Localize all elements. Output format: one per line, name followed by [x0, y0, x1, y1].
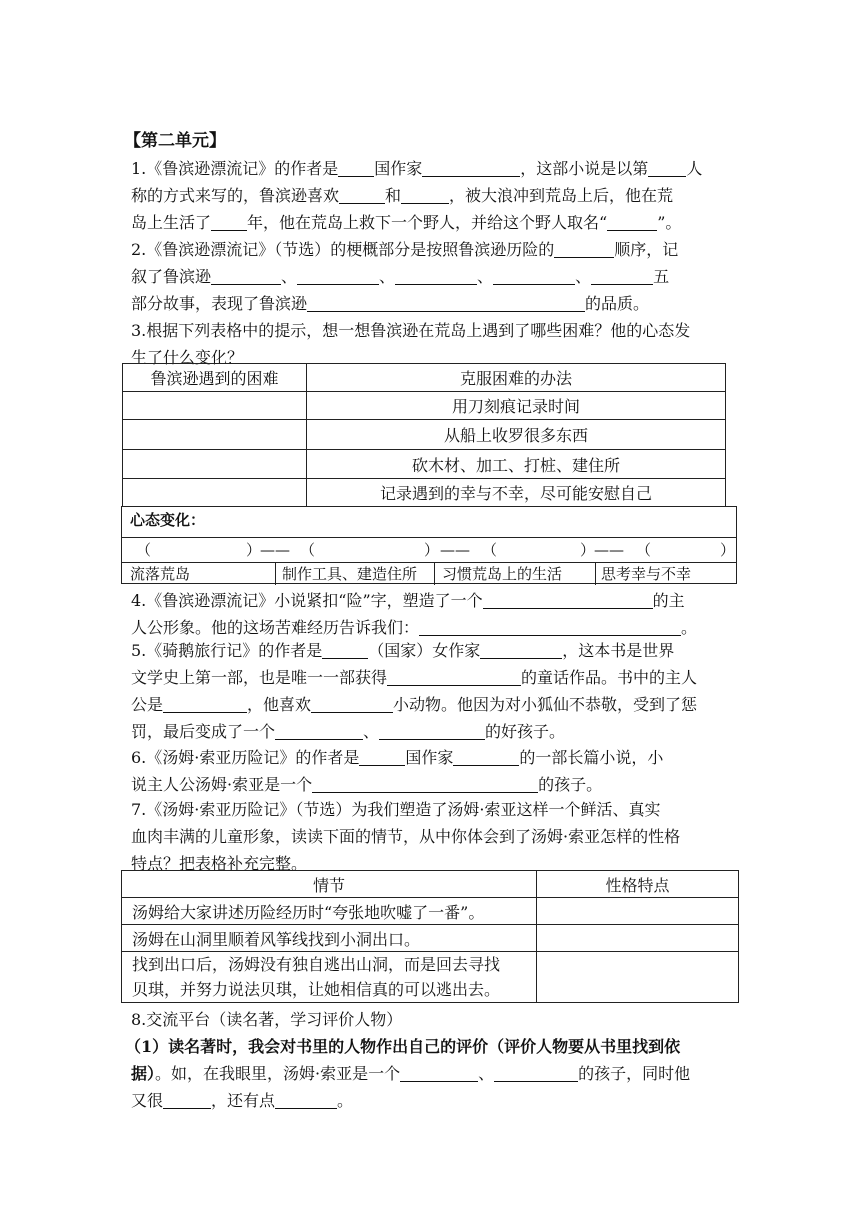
blank[interactable] — [379, 721, 485, 740]
blank[interactable] — [211, 212, 247, 231]
question-2: 2.《鲁滨逊漂流记》（节选）的梗概部分是按照鲁滨逊历险的 顺序，记 叙了鲁滨逊 、 、 、 、 五 部分故事，表现了鲁滨逊 的品质。 — [131, 240, 679, 313]
blank[interactable] — [554, 239, 614, 258]
blank[interactable] — [311, 694, 393, 713]
table-cell: 记录遇到的幸与不幸，尽可能安慰自己 — [307, 479, 726, 507]
table-row — [123, 450, 726, 479]
stage-cell: 习惯荒岛上的生活 — [435, 563, 596, 585]
blank[interactable] — [339, 185, 385, 204]
blank[interactable] — [163, 694, 247, 713]
mood-title: 心态变化： — [130, 511, 206, 529]
blank[interactable] — [591, 266, 653, 285]
blank[interactable] — [483, 590, 653, 609]
question-7: 7.《汤姆·索亚历险记》（节选）为我们塑造了汤姆·索亚这样一个鲜活、真实 血肉丰满的儿童形象，读读下面的情节，从中你体会到了汤姆·索亚怎样的性格 特点？把表格补充完整。 — [131, 800, 681, 873]
table-row — [122, 898, 739, 925]
blank[interactable] — [307, 293, 585, 312]
answer-cell[interactable] — [123, 420, 307, 450]
stage-cell: 思考幸与不幸 — [601, 565, 692, 583]
blank[interactable] — [607, 212, 657, 231]
plot-cell: 找到出口后，汤姆没有独自逃出山洞，而是回去寻找 贝琪，并努力说法贝琪，让她相信真的可以逃出去。 — [122, 952, 537, 1003]
question-6: 6.《汤姆·索亚历险记》的作者是 国作家 的一部长篇小说，小 说主人公汤姆·索亚是一个 的孩子。 — [131, 748, 664, 794]
blank[interactable] — [401, 185, 449, 204]
blank[interactable] — [480, 640, 562, 659]
question-4: 4.《鲁滨逊漂流记》小说紧扣“险”字，塑造了一个 的主 人公形象。他的这场苦难经历告诉我们： 。 — [131, 591, 698, 637]
question-1: 1.《鲁滨逊漂流记》的作者是 国作家 ，这部小说是以第 人 称的方式来写的，鲁滨逊喜欢 和 ，被大浪冲到荒岛上后，他在荒 岛上生活了 年，他在荒岛上救下一个野人，并给这个野人取名“ ”。 — [131, 159, 703, 232]
mood-change-box — [121, 506, 737, 584]
blank[interactable] — [400, 1063, 478, 1082]
answer-cell[interactable] — [123, 479, 307, 507]
blank[interactable] — [494, 1063, 578, 1082]
blank[interactable] — [387, 667, 521, 686]
table-row — [123, 420, 726, 450]
answer-cell[interactable] — [123, 392, 307, 420]
blank[interactable] — [453, 747, 519, 766]
blank[interactable] — [163, 1090, 211, 1109]
question-5: 5.《骑鹅旅行记》的作者是 （国家）女作家 ，这本书是世界 文学史上第一部，也是唯一一部获得 的童话作品。书中的主人 公是 ，他喜欢 小动物。他因为对小狐仙不恭敬，受到了惩 罚，最后变成了一个 、 的好孩子。 — [131, 641, 698, 741]
table-row — [122, 925, 739, 952]
table-cell: 从船上收罗很多东西 — [307, 420, 726, 450]
blank[interactable] — [297, 266, 379, 285]
table-header: 情节 — [122, 871, 537, 898]
blank[interactable] — [312, 774, 538, 793]
blank[interactable] — [211, 266, 281, 285]
table-header: 性格特点 — [537, 871, 739, 898]
blank[interactable] — [322, 640, 368, 659]
blank[interactable] — [493, 266, 575, 285]
table-row — [123, 479, 726, 507]
answer-cell[interactable] — [537, 898, 739, 925]
question-3: 3.根据下列表格中的提示，想一想鲁滨逊在荒岛上遇到了哪些困难？他的心态发 生了什么变化？ — [131, 321, 691, 367]
blank[interactable] — [419, 617, 681, 636]
plot-cell: 汤姆在山洞里顺着风筝线找到小洞出口。 — [122, 925, 537, 952]
blank[interactable] — [422, 158, 520, 177]
blank[interactable] — [395, 266, 477, 285]
trait-table — [121, 870, 739, 1003]
answer-cell[interactable] — [537, 925, 739, 952]
blank[interactable] — [275, 721, 363, 740]
blank[interactable] — [338, 158, 374, 177]
question-8: 8.交流平台（读名著，学习评价人物） （1）读名著时，我会对书里的人物作出自己的评价（评价人物要从书里找到依 据）。如，在我眼里，汤姆·索亚是一个 、 的孩子，同时他 又很 ，还有点 。 — [131, 1006, 739, 1114]
table-header: 克服困难的办法 — [307, 364, 726, 392]
table-row — [122, 952, 739, 1003]
mood-blank-row: （ ） —— （ ） —— （ ） —— （ ） — [122, 537, 736, 562]
blank[interactable] — [359, 747, 405, 766]
answer-cell[interactable] — [123, 450, 307, 479]
table-cell: 用刀刻痕记录时间 — [307, 392, 726, 420]
mood-stage-row — [122, 562, 736, 585]
table-row — [123, 392, 726, 420]
blank[interactable] — [648, 158, 686, 177]
table-header: 鲁滨逊遇到的困难 — [123, 364, 307, 392]
q8-title: 8.交流平台（读名著，学习评价人物） — [131, 1010, 403, 1029]
blank[interactable] — [275, 1090, 337, 1109]
stage-cell: 流落荒岛 — [122, 563, 276, 585]
table-cell: 砍木材、加工、打桩、建住所 — [307, 450, 726, 479]
difficulty-table — [122, 363, 726, 507]
plot-cell: 汤姆给大家讲述历险经历时“夸张地吹嘘了一番”。 — [122, 898, 537, 925]
answer-cell[interactable] — [537, 952, 739, 1003]
unit-heading: 【第二单元】 — [124, 131, 226, 151]
stage-cell: 制作工具、建造住所 — [276, 563, 435, 585]
